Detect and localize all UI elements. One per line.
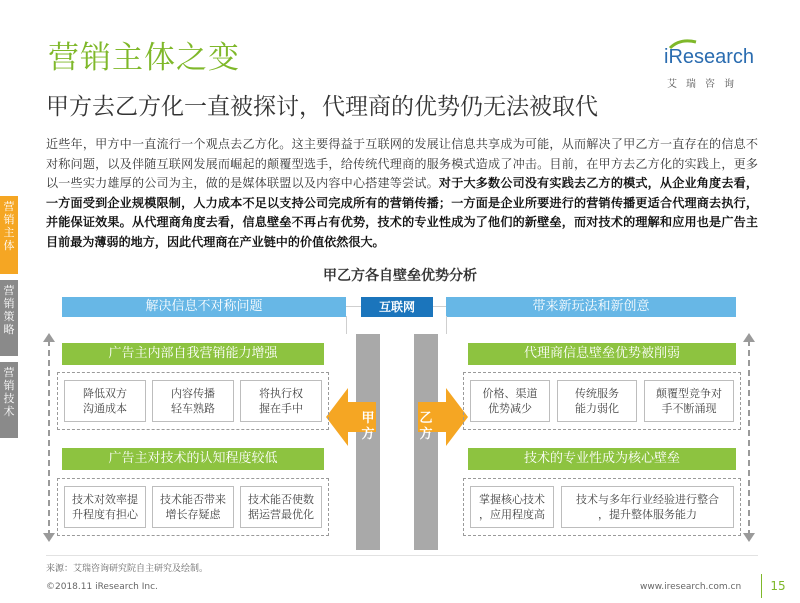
left-arrow-down-icon bbox=[43, 533, 55, 542]
side-tab-marketing-subject[interactable]: 营销主体 bbox=[0, 196, 18, 274]
iresearch-logo bbox=[664, 44, 764, 94]
diagram-title: 甲乙方各自壁垒优势分析 bbox=[323, 268, 477, 284]
logo-cn-text: 艾瑞咨询 bbox=[667, 79, 743, 90]
right-group1-item: 价格、渠道 优势减少 bbox=[470, 380, 550, 422]
left-top-bar: 解决信息不对称问题 bbox=[62, 297, 346, 317]
intro-normal-text: 近些年，甲方中一直流行一个观点去乙方化。这主要得益于互联网的发展让信息共享成为可能，从而解决了甲乙方一直存在的信息不对称问题，以及伴随互联网发展而崛起的颠覆型选手，给传统代理商的服务模式造成了冲击。目前，在甲方去乙方化的实践上，更多以一些实力雄厚的公司为主，做的是媒体联盟以及内容中心搭建等尝试。 bbox=[46, 137, 758, 191]
left-vertical-arrow-line bbox=[48, 340, 50, 536]
logo-brand-rest: Research bbox=[668, 46, 755, 68]
source-divider bbox=[46, 555, 758, 556]
right-group1-item: 颠覆型竞争对 手不断涌现 bbox=[644, 380, 734, 422]
footer-url[interactable]: www.iresearch.com.cn bbox=[640, 582, 742, 592]
left-group1-item: 降低双方 沟通成本 bbox=[64, 380, 146, 422]
pillar-label-party-a: 甲 方 bbox=[361, 411, 375, 442]
right-arrow-down-icon bbox=[743, 533, 755, 542]
intro-bold-text: 对于大多数公司没有实践去乙方的模式，从企业角度去看，一方面受到企业规模限制，人力成本不足以支持公司完成所有的营销传播；一方面是企业所要进行的营销传播更适合代理商去执行，并能保证效果。从代理商角度去看，信息壁垒不再占有优势，技术的专业性成为了他们的新壁垒，而对技术的理解和应用也是广告主目前最为薄弱的地方，因此代理商在产业链中的价值依然很大。 bbox=[46, 176, 758, 249]
left-group1-item: 内容传播 轻车熟路 bbox=[152, 380, 234, 422]
right-top-bar: 带来新玩法和新创意 bbox=[446, 297, 736, 317]
page-number-divider bbox=[761, 574, 762, 598]
bracket-left-vertical bbox=[346, 316, 347, 334]
side-tab-marketing-strategy[interactable]: 营销策略 bbox=[0, 280, 18, 356]
internet-center-label: 互联网 bbox=[361, 297, 433, 317]
left-group1-item: 将执行权 握在手中 bbox=[240, 380, 322, 422]
left-arrow-up-icon bbox=[43, 333, 55, 342]
right-arrow-up-icon bbox=[743, 333, 755, 342]
left-group2-item: 技术能否使数 据运营最优化 bbox=[240, 486, 322, 528]
right-group1-title: 代理商信息壁垒优势被削弱 bbox=[468, 343, 736, 365]
right-group1-item: 传统服务 能力弱化 bbox=[557, 380, 637, 422]
bracket-right-vertical bbox=[446, 316, 447, 334]
right-vertical-arrow-line bbox=[748, 340, 750, 536]
right-group2-item: 掌握核心技术 ，应用程度高 bbox=[470, 486, 554, 528]
right-group2-item: 技术与多年行业经验进行整合 ，提升整体服务能力 bbox=[561, 486, 734, 528]
left-group2-title: 广告主对技术的认知程度较低 bbox=[62, 448, 324, 470]
page-number: 15 bbox=[770, 579, 786, 593]
side-tab-marketing-technology[interactable]: 营销技术 bbox=[0, 362, 18, 438]
intro-paragraph bbox=[46, 135, 758, 253]
connector-line-left bbox=[346, 306, 361, 307]
pillar-label-party-b: 乙 方 bbox=[419, 411, 433, 442]
source-note: 来源：艾瑞咨询研究院自主研究及绘制。 bbox=[46, 564, 209, 574]
logo-brand-i: i bbox=[664, 46, 669, 68]
left-group2-item: 技术对效率提 升程度有担心 bbox=[64, 486, 146, 528]
page-title: 营销主体之变 bbox=[48, 40, 240, 76]
left-group1-title: 广告主内部自我营销能力增强 bbox=[62, 343, 324, 365]
right-group2-title: 技术的专业性成为核心壁垒 bbox=[468, 448, 736, 470]
connector-line-right bbox=[433, 306, 446, 307]
left-group2-item: 技术能否带来 增长存疑虑 bbox=[152, 486, 234, 528]
footer-copyright: ©2018.11 iResearch Inc. bbox=[46, 582, 158, 592]
page-subtitle: 甲方去乙方化一直被探讨，代理商的优势仍无法被取代 bbox=[46, 94, 598, 120]
